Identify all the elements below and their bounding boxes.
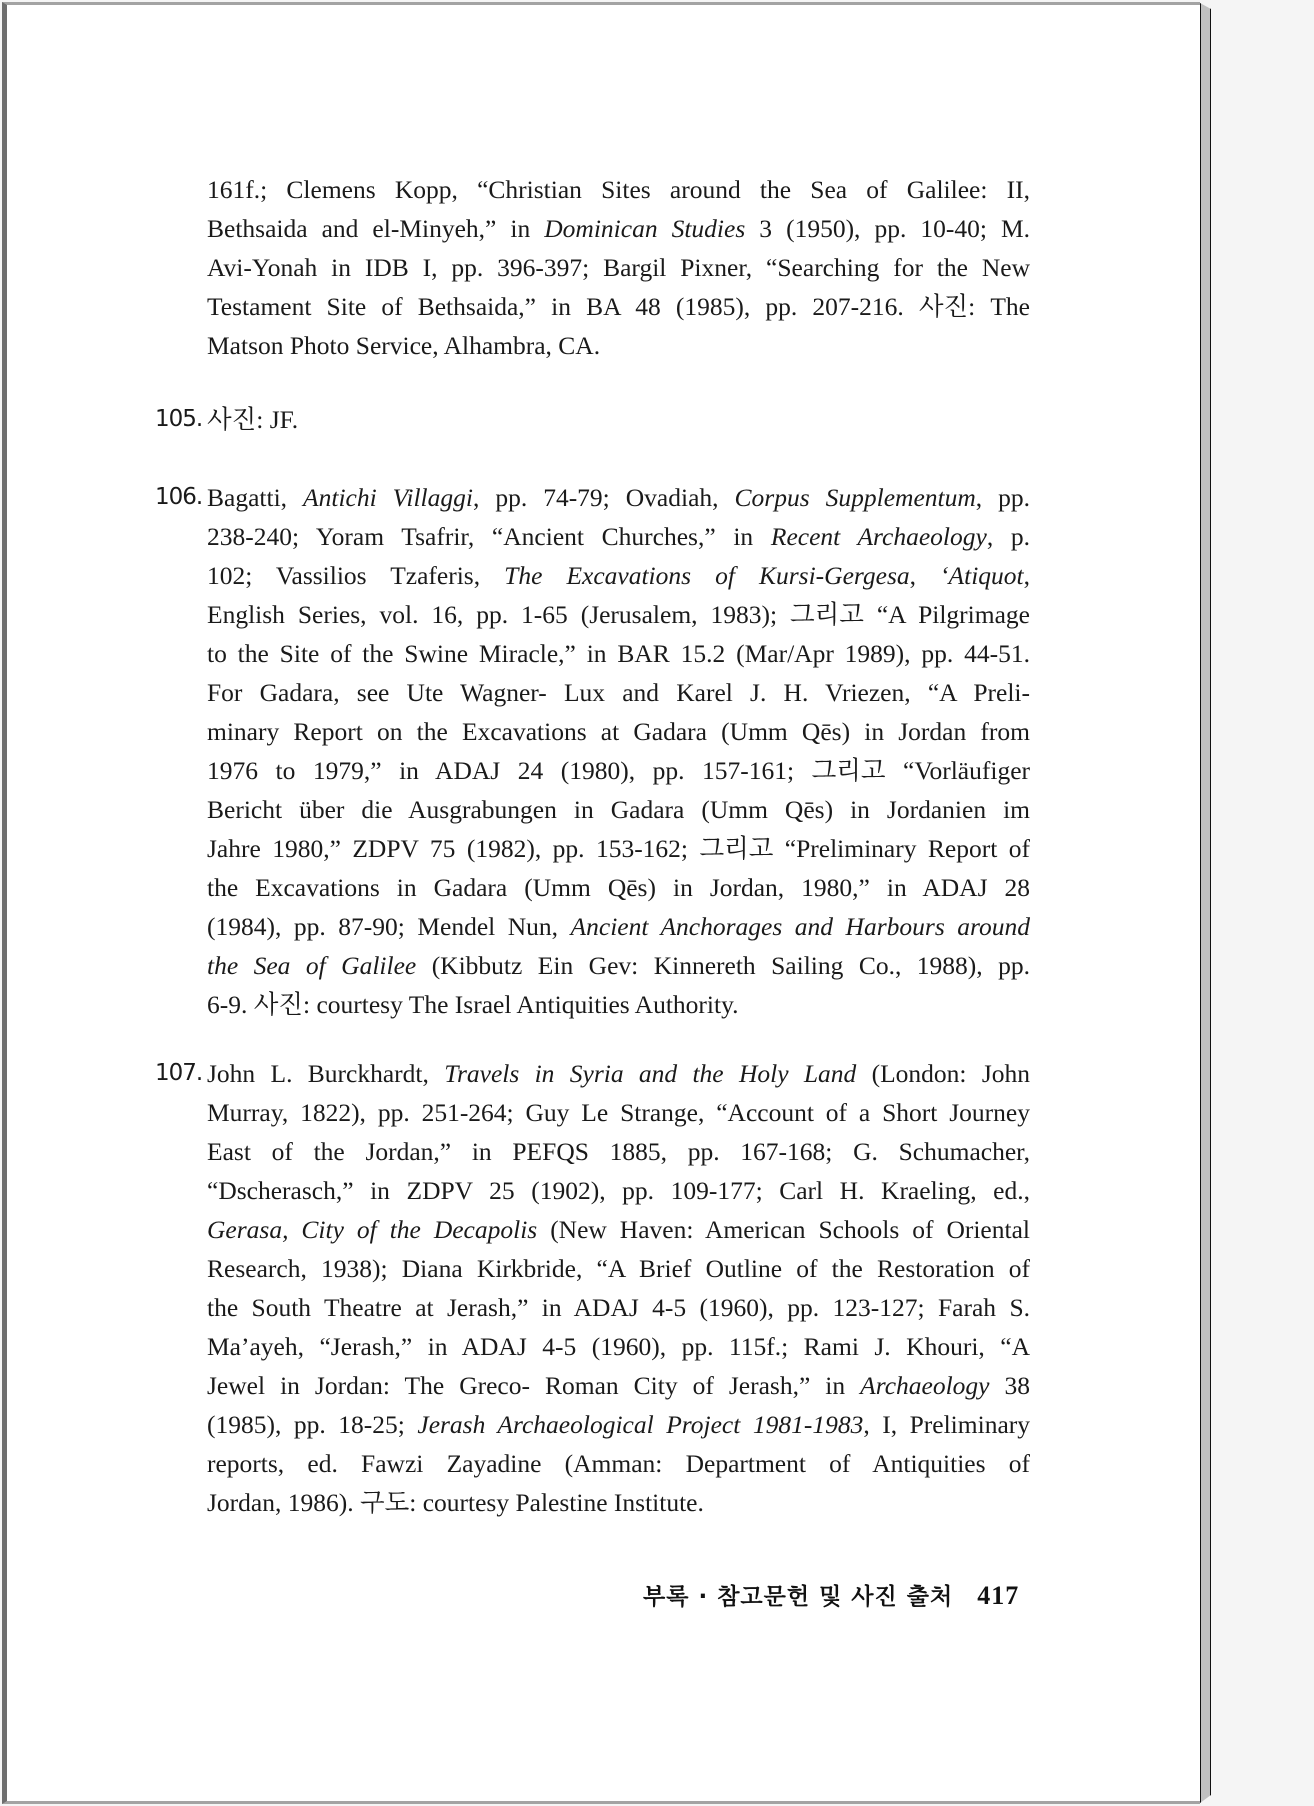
italic-title: ‘Atiquot [940, 561, 1024, 590]
italic-title: Jerash Archaeological Project 1981-1983 [417, 1410, 864, 1439]
text-run: Avi-Yonah in IDB I, pp. 396-397; Bargil Pixner, “Searching for the New [207, 253, 1030, 282]
running-title: 부록 · 참고문헌 및 사진 출처 [643, 1584, 954, 1610]
note-line [207, 556, 1030, 595]
note-line [207, 1405, 1030, 1444]
text-run: the Excavations in Gadara (Umm Qēs) in Jordan, 1980,” in ADAJ 28 [207, 873, 1030, 902]
text-run: 사진: JF. [207, 405, 299, 434]
text-run: , [909, 561, 941, 590]
text-run: (1984), pp. 87-90; Mendel Nun, [207, 912, 571, 941]
note-line [207, 985, 1030, 1024]
text-run: Bericht über die Ausgrabungen in Gadara (Umm Qēs) in Jordanien im [207, 795, 1030, 824]
note-line [207, 712, 1030, 751]
text-run: Jahre 1980,” ZDPV 75 (1982), pp. 153-162; 그리고 “Preliminary Report of [207, 834, 1030, 863]
italic-title: Dominican Studies [544, 214, 746, 243]
text-run: Jewel in Jordan: The Greco- Roman City of Jerash,” in [207, 1371, 861, 1400]
note-line [207, 751, 1030, 790]
text-run: 238-240; Yoram Tsafrir, “Ancient Churches,” in [207, 522, 771, 551]
text-run: Jordan, 1986). 구도: courtesy Palestine Institute. [207, 1488, 704, 1517]
text-run: (London: John [856, 1059, 1030, 1088]
text-run: 6-9. 사진: courtesy The Israel Antiquities Authority. [207, 990, 739, 1019]
note-line [207, 1132, 1030, 1171]
text-run: Murray, 1822), pp. 251-264; Guy Le Strange, “Account of a Short Journey [207, 1098, 1030, 1127]
italic-title: Travels in Syria and the Holy Land [444, 1059, 857, 1088]
text-run: (Kibbutz Ein Gev: Kinnereth Sailing Co., 1988), pp. [416, 951, 1030, 980]
text-run: , [1023, 561, 1030, 590]
note-line [207, 1171, 1030, 1210]
page-edge-shadow [1200, 3, 1211, 1803]
text-run: 3 (1950), pp. 10-40; M. [745, 214, 1031, 243]
note-line [207, 478, 1030, 517]
text-run: East of the Jordan,” in PEFQS 1885, pp. 167-168; G. Schumacher, [207, 1137, 1030, 1166]
text-run: , p. [986, 522, 1030, 551]
text-run: Ma’ayeh, “Jerash,” in ADAJ 4-5 (1960), pp. 115f.; Rami J. Khouri, “A [207, 1332, 1030, 1361]
note-line [207, 946, 1030, 985]
note-line [207, 1366, 1030, 1405]
text-run: to the Site of the Swine Miracle,” in BAR 15.2 (Mar/Apr 1989), pp. 44-51. [207, 639, 1030, 668]
italic-title: Gerasa, City of the Decapolis [207, 1215, 538, 1244]
text-run: John L. Burckhardt, [207, 1059, 445, 1088]
italic-title: Corpus Supplementum [734, 483, 976, 512]
note-number: 107. [155, 1060, 203, 1086]
note-line [207, 868, 1030, 907]
note-line [207, 1054, 1030, 1093]
text-run: minary Report on the Excavations at Gadara (Umm Qēs) in Jordan from [207, 717, 1030, 746]
text-run: , pp. [975, 483, 1031, 512]
note-number: 105. [155, 406, 203, 432]
italic-title: Antichi Villaggi [303, 483, 473, 512]
text-run: 38 [989, 1371, 1031, 1400]
note-line [207, 1483, 1030, 1522]
note-line [207, 595, 1030, 634]
note-line [207, 1288, 1030, 1327]
note-line [207, 248, 1030, 287]
note-line [207, 326, 1030, 365]
text-run: For Gadara, see Ute Wagner- Lux and Karel J. H. Vriezen, “A Preli- [207, 678, 1030, 707]
text-run: , pp. 74-79; Ovadiah, [472, 483, 735, 512]
note-line [207, 1093, 1030, 1132]
note-line [207, 829, 1030, 868]
text-run: (New Haven: American Schools of Oriental [537, 1215, 1030, 1244]
note-line [207, 170, 1030, 209]
page-footer [643, 1578, 1019, 1611]
text-run: , I, Preliminary [863, 1410, 1030, 1439]
text-run: the South Theatre at Jerash,” in ADAJ 4-5 (1960), pp. 123-127; Farah S. [207, 1293, 1030, 1322]
note-line [207, 1327, 1030, 1366]
italic-title: Archaeology [860, 1371, 990, 1400]
note-number: 106. [155, 484, 203, 510]
note-line [207, 400, 1030, 439]
page-number: 417 [977, 1581, 1020, 1610]
text-run: Bagatti, [207, 483, 304, 512]
note-line [207, 287, 1030, 326]
text-run: reports, ed. Fawzi Zayadine (Amman: Department of Antiquities of [207, 1449, 1030, 1478]
note-line [207, 634, 1030, 673]
text-run: (1985), pp. 18-25; [207, 1410, 418, 1439]
note-line [207, 790, 1030, 829]
text-run: Research, 1938); Diana Kirkbride, “A Brief Outline of the Restoration of [207, 1254, 1030, 1283]
note-line [207, 907, 1030, 946]
italic-title: The Excavations of Kursi-Gergesa [504, 561, 910, 590]
note-line [207, 673, 1030, 712]
italic-title: the Sea of Galilee [207, 951, 417, 980]
note-line [207, 209, 1030, 248]
note-line [207, 1210, 1030, 1249]
note-line [207, 1444, 1030, 1483]
italic-title: Ancient Anchorages and Harbours around [570, 912, 1030, 941]
note-line [207, 517, 1030, 556]
text-run: 1976 to 1979,” in ADAJ 24 (1980), pp. 157-161; 그리고 “Vorläufiger [207, 756, 1030, 785]
text-run: 161f.; Clemens Kopp, “Christian Sites around the Sea of Galilee: II, [207, 175, 1030, 204]
text-run: 102; Vassilios Tzaferis, [207, 561, 505, 590]
text-run: English Series, vol. 16, pp. 1-65 (Jerusalem, 1983); 그리고 “A Pilgrimage [207, 600, 1030, 629]
text-run: Matson Photo Service, Alhambra, CA. [207, 331, 601, 360]
note-line [207, 1249, 1030, 1288]
italic-title: Recent Archaeology [770, 522, 987, 551]
text-run: “Dscherasch,” in ZDPV 25 (1902), pp. 109-177; Carl H. Kraeling, ed., [207, 1176, 1030, 1205]
text-run: Bethsaida and el-Minyeh,” in [207, 214, 545, 243]
text-run: Testament Site of Bethsaida,” in BA 48 (1985), pp. 207-216. 사진: The [207, 292, 1030, 321]
